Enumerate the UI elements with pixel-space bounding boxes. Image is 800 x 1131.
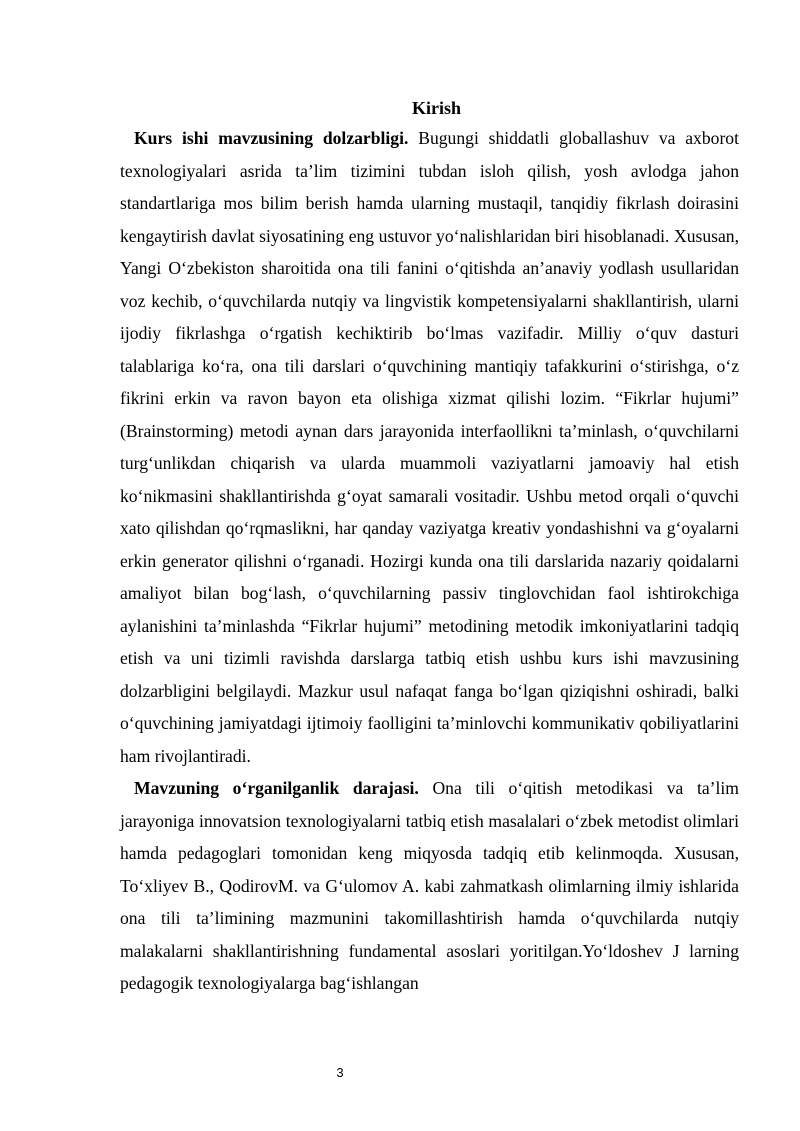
paragraph-lead: Mavzuning o‘rganilganlik darajasi. bbox=[134, 778, 419, 798]
paragraph-study-level bbox=[120, 772, 739, 1000]
paragraph-text: Ona tili o‘qitish metodikasi va ta’lim jarayoniga innovatsion texnologiyalarni tatbiq etish masalalari o‘zbek metodist olimlari hamda pedagoglari tomonidan keng miqyosda tadqiq etib kelinmoqda. Xususan, To‘xliyev B., QodirovM. va G‘ulomov A. kabi zahmatkash olimlarning ilmiy ishlarida ona tili ta’limining mazmunini takomillashtirish hamda o‘quvchilarda nutqiy malakalarni shakllantirishning fundamental asoslari yoritilgan.Yo‘ldoshev J larning pedagogik texnologiyalarga bag‘ishlangan bbox=[120, 778, 739, 993]
page-body bbox=[120, 95, 739, 1000]
page-number: 3 bbox=[336, 1065, 344, 1080]
paragraph-text: Bugungi shiddatli globallashuv va axborot texnologiyalari asrida ta’lim tizimini tubdan isloh qilish, yosh avlodga jahon standartlariga mos bilim berish hamda ularning mustaqil, tanqidiy fikrlash doirasini kengaytirish davlat siyosatining eng ustuvor yo‘nalishlaridan biri hisoblanadi. Xususan, Yangi O‘zbekiston sharoitida ona tili fanini o‘qitishda an’anaviy yodlash usullaridan voz kechib, o‘quvchilarda nutqiy va lingvistik kompetensiyalarni shakllantirish, ularni ijodiy fikrlashga o‘rgatish kechiktirib bo‘lmas vazifadir. Milliy o‘quv dasturi talablariga ko‘ra, ona tili darslari o‘quvchining mantiqiy tafakkurini o‘stirishga, o‘z fikrini erkin va ravon bayon eta olishiga xizmat qilishi lozim. “Fikrlar hujumi” (Brainstorming) metodi aynan dars jarayonida interfaollikni ta’minlash, o‘quvchilarni turg‘unlikdan chiqarish va ularda muammoli vaziyatlarni jamoaviy hal etish ko‘nikmasini shakllantirishda g‘oyat samarali vositadir. Ushbu metod orqali o‘quvchi xato qilishdan qo‘rqmaslikni, har qanday vaziyatga kreativ yondashishni va g‘oyalarni erkin generator qilishni o‘rganadi. Hozirgi kunda ona tili darslarida nazariy qoidalarni amaliyot bilan bog‘lash, o‘quvchilarning passiv tinglovchidan faol ishtirokchiga aylanishini ta’minlashda “Fikrlar hujumi” metodining metodik imkoniyatlarini tadqiq etish va uni tizimli ravishda darslarga tatbiq etish ushbu kurs ishi mavzusining dolzarbligini belgilaydi. Mazkur usul nafaqat fanga bo‘lgan qiziqishni oshiradi, balki o‘quvchining jamiyatdagi ijtimoiy faolligini ta’minlovchi kommunikativ qobiliyatlarini ham rivojlantiradi. bbox=[120, 128, 739, 766]
paragraph-relevance bbox=[120, 122, 739, 772]
section-heading: Kirish bbox=[411, 98, 461, 118]
paragraph-lead: Kurs ishi mavzusining dolzarbligi. bbox=[134, 128, 409, 148]
